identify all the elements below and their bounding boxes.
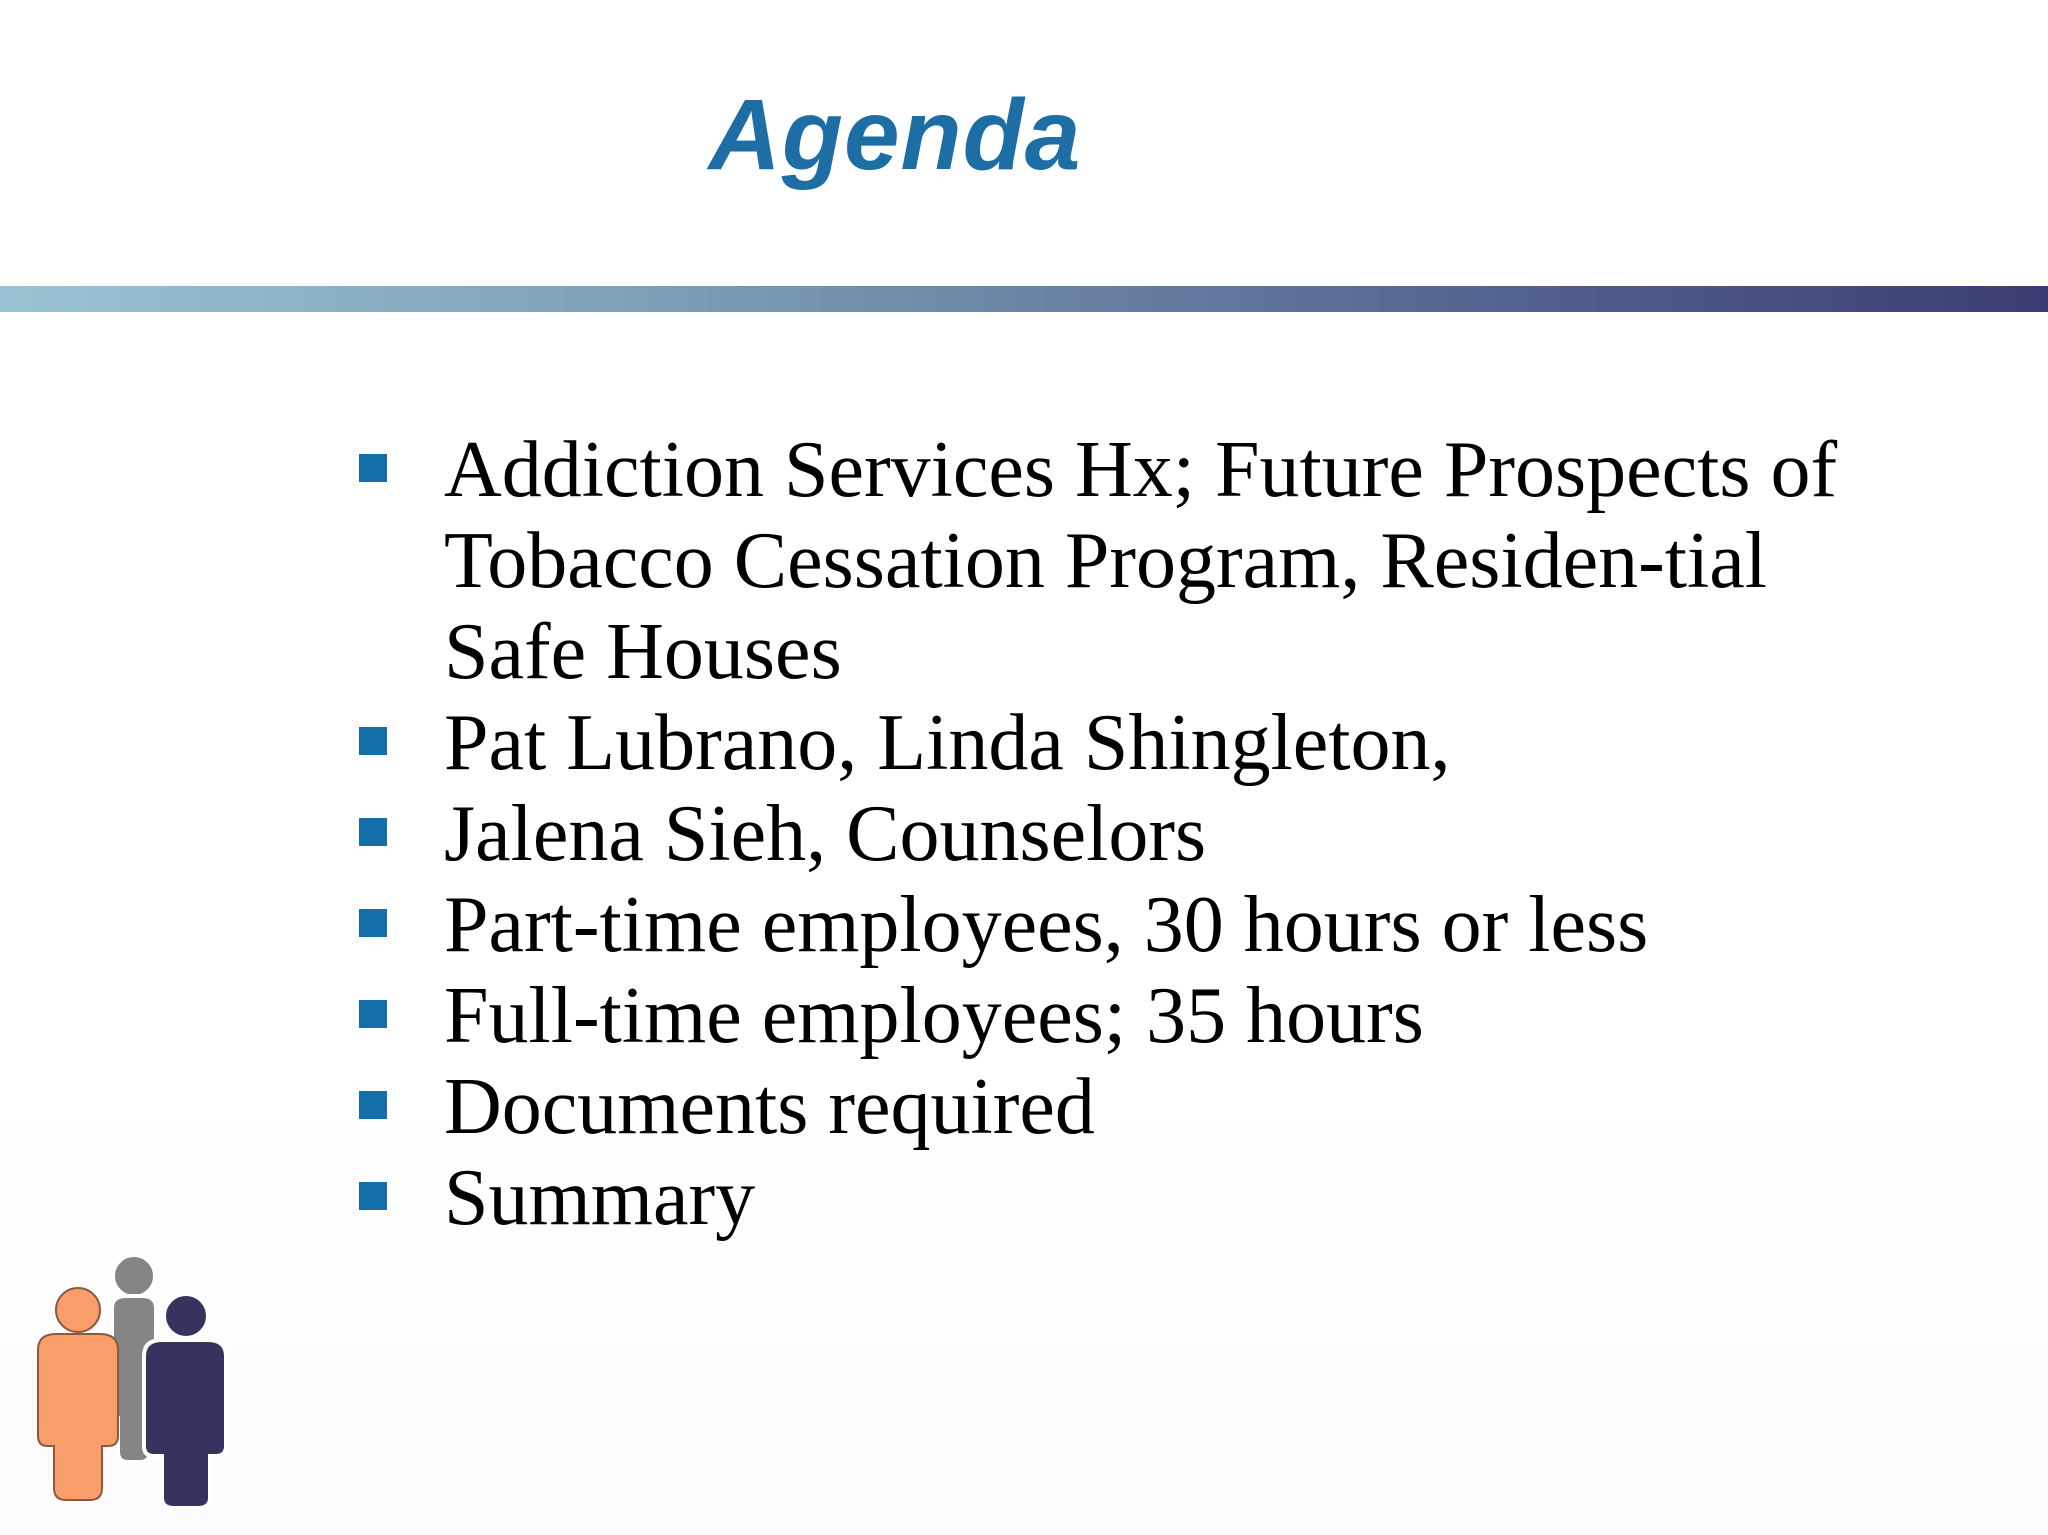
agenda-list: [356, 425, 1856, 1244]
agenda-item-text: Jalena Sieh, Counselors: [444, 790, 1207, 878]
agenda-item-text: Pat Lubrano, Linda Shingleton,: [444, 699, 1451, 787]
agenda-item-text: Addiction Services Hx; Future Prospects of Tobacco Cessation Program, Residen-tial Safe Houses: [444, 426, 1838, 696]
square-bullet-icon: [359, 727, 387, 755]
square-bullet-icon: [359, 1091, 387, 1119]
agenda-item: [356, 971, 1856, 1062]
square-bullet-icon: [359, 909, 387, 937]
square-bullet-icon: [359, 818, 387, 846]
square-bullet-icon: [359, 454, 387, 482]
agenda-item: [356, 1153, 1856, 1244]
people-group-icon: [30, 1250, 240, 1510]
agenda-item: [356, 425, 1856, 698]
agenda-item: [356, 698, 1856, 789]
square-bullet-icon: [359, 1000, 387, 1028]
agenda-item-text: Part-time employees, 30 hours or less: [444, 881, 1649, 969]
slide-title: Agenda: [708, 79, 1082, 191]
title-divider-bar: [0, 286, 2048, 312]
person-orange-icon: [38, 1288, 118, 1500]
square-bullet-icon: [359, 1182, 387, 1210]
agenda-item-text: Documents required: [444, 1063, 1095, 1151]
agenda-item: [356, 789, 1856, 880]
agenda-item: [356, 1062, 1856, 1153]
agenda-item-text: Full-time employees; 35 hours: [444, 972, 1424, 1060]
agenda-item-text: Summary: [444, 1154, 756, 1242]
agenda-item: [356, 880, 1856, 971]
